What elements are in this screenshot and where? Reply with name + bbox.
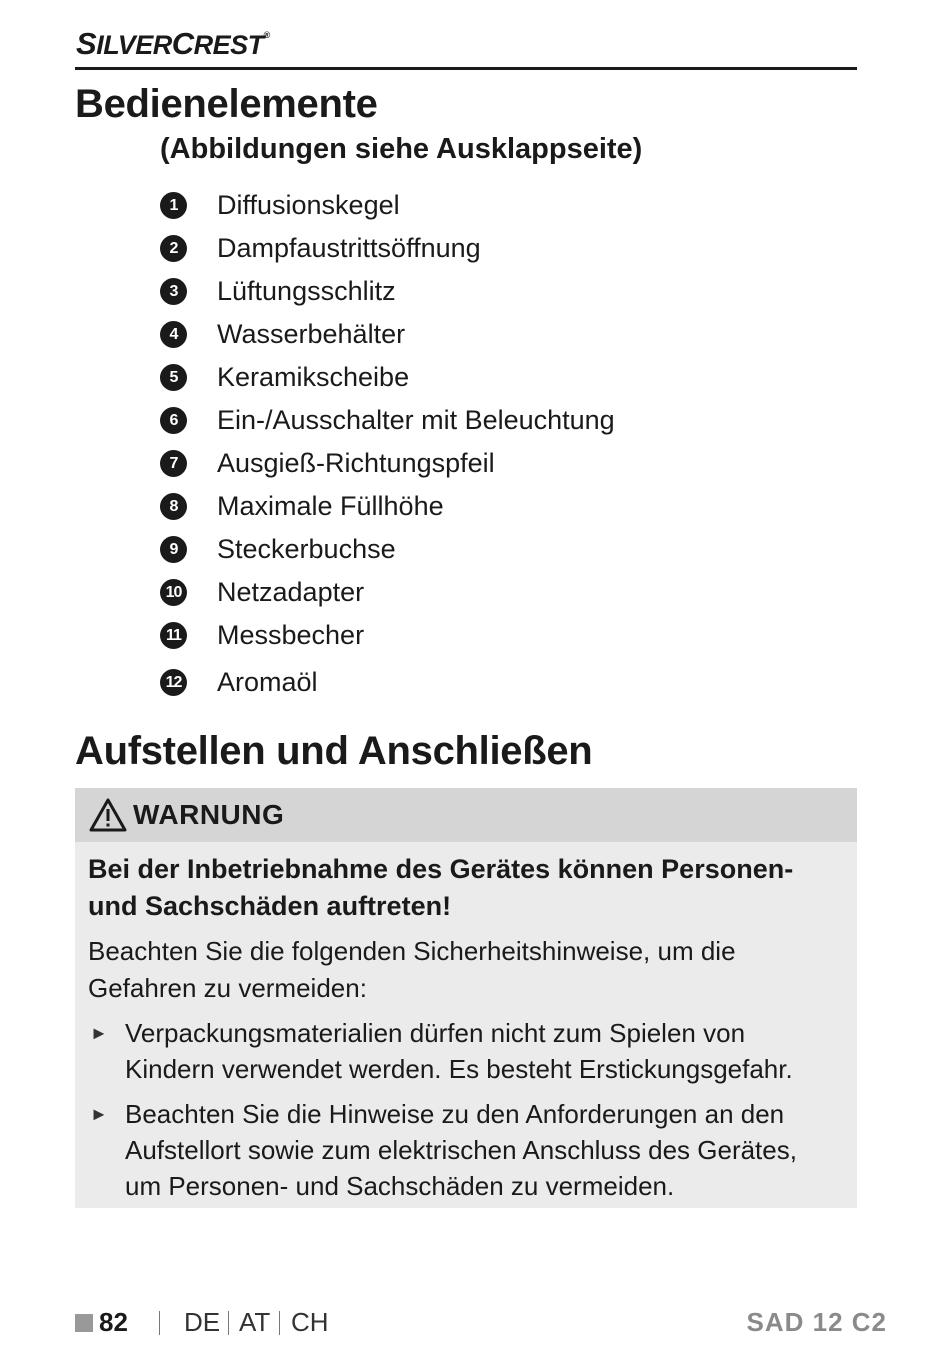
number-badge: 8 [160, 493, 187, 520]
warning-triangle-icon [89, 798, 127, 832]
page-number: 82 [99, 1307, 128, 1337]
footer-lang-at: AT [239, 1307, 271, 1337]
list-item [160, 571, 615, 614]
page-footer [75, 1305, 887, 1341]
footer-lang-ch: CH [291, 1307, 329, 1337]
section-title-aufstellen: Aufstellen und Anschließen [75, 729, 593, 773]
number-badge: 5 [160, 364, 187, 391]
list-item [160, 399, 615, 442]
part-label: Lüftungsschlitz [217, 276, 396, 306]
footer-lang-de: DE [184, 1307, 221, 1337]
bullet-arrow-icon: ► [90, 1104, 108, 1124]
part-label: Steckerbuchse [217, 534, 396, 564]
section-subtitle: (Abbildungen siehe Ausklappseite) [160, 133, 643, 165]
part-label: Keramikscheibe [217, 362, 410, 392]
parts-list [160, 184, 615, 704]
part-label: Aromaöl [217, 667, 318, 697]
list-item [160, 442, 615, 485]
warning-intro-text: Beachten Sie die folgenden Sicherheitshinweise, um die Gefahren zu vermeiden: [88, 936, 736, 1003]
list-item [160, 313, 615, 356]
model-number: SAD 12 C2 [746, 1307, 887, 1337]
footer-divider [159, 1311, 160, 1335]
part-label: Ein-/Ausschalter mit Beleuchtung [217, 405, 615, 435]
bullet-text: Verpackungsmaterialien dürfen nicht zum Spielen von Kindern verwendet werden. Es besteht Erstickungsgefahr. [125, 1018, 793, 1084]
list-item [160, 661, 615, 704]
part-label: Netzadapter [217, 577, 365, 607]
warning-bold-text: Bei der Inbetriebnahme des Gerätes können Personen- und Sachschäden auftreten! [88, 854, 794, 921]
bullet-text: Beachten Sie die Hinweise zu den Anforderungen an den Aufstellort sowie zum elektrischen Anschluss des Gerätes, um Personen- und Sachschäden zu vermeiden. [125, 1099, 797, 1201]
number-badge: 2 [160, 235, 187, 262]
list-item [88, 1015, 828, 1087]
list-item [160, 227, 615, 270]
list-item [160, 184, 615, 227]
number-badge: 10 [160, 579, 187, 606]
section-title-bedienelemente: Bedienelemente [75, 82, 378, 126]
warning-bullet-list [88, 1015, 828, 1204]
number-badge: 3 [160, 278, 187, 305]
footer-square-marker [75, 1314, 93, 1332]
list-item [160, 356, 615, 399]
number-badge: 11 [160, 622, 187, 649]
number-badge: 12 [160, 669, 187, 696]
number-badge: 7 [160, 450, 187, 477]
list-item [160, 614, 615, 657]
list-item [160, 485, 615, 528]
number-badge: 1 [160, 192, 187, 219]
footer-divider [279, 1311, 280, 1335]
list-item [160, 528, 615, 571]
number-badge: 4 [160, 321, 187, 348]
part-label: Ausgieß-Richtungspfeil [217, 448, 495, 478]
number-badge: 6 [160, 407, 187, 434]
list-item [160, 270, 615, 313]
warning-box [75, 788, 857, 1208]
part-label: Dampfaustrittsöffnung [217, 233, 481, 263]
part-label: Wasserbehälter [217, 319, 406, 349]
part-label: Maximale Füllhöhe [217, 491, 444, 521]
header-rule [75, 67, 857, 70]
bullet-arrow-icon: ► [90, 1023, 108, 1043]
part-label: Diffusionskegel [217, 190, 400, 220]
brand-logo: SILVERCREST® [76, 26, 270, 61]
footer-divider [228, 1311, 229, 1335]
warning-title: WARNUNG [133, 799, 285, 830]
warning-header [75, 788, 857, 842]
list-item [88, 1096, 828, 1204]
number-badge: 9 [160, 536, 187, 563]
part-label: Messbecher [217, 620, 365, 650]
